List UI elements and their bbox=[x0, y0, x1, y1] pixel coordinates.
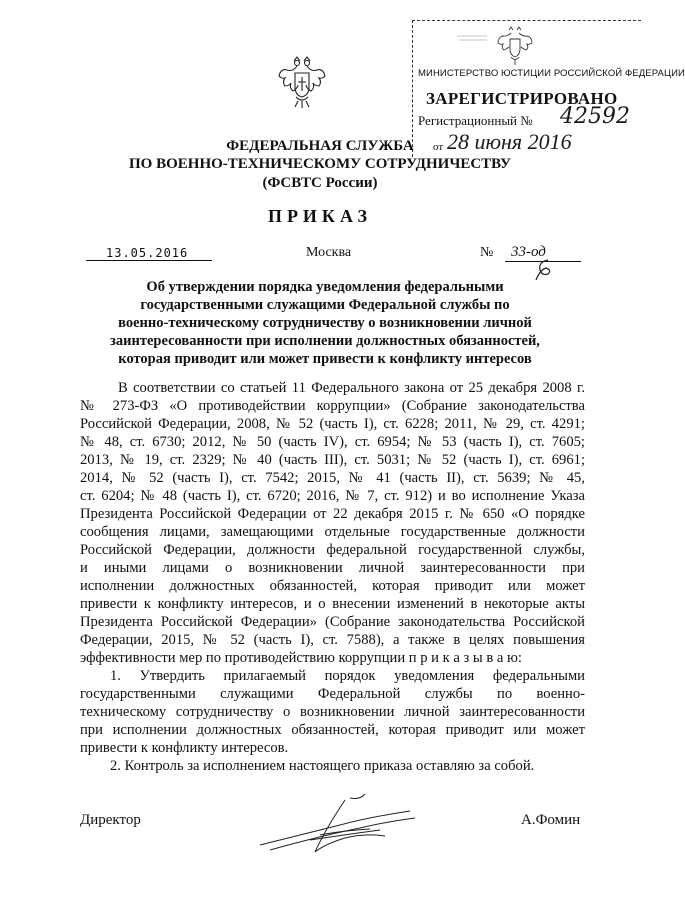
body-line: исполнении должностных обязанностей, которая приводит или может bbox=[80, 578, 585, 594]
coat-of-arms-emblem bbox=[278, 55, 326, 111]
body-line: 2014, № 52 (часть I), ст. 7542; 2015, № 41 (часть II), ст. 5639; № 45, bbox=[80, 470, 585, 486]
signer-name: А.Фомин bbox=[521, 812, 581, 828]
order-number-label: № bbox=[480, 245, 494, 260]
body-line: № 48, ст. 6730; 2012, № 50 (часть IV), ст. 6954; № 53 (часть I), ст. 7605; bbox=[80, 434, 585, 450]
stamp-date-prefix: от bbox=[433, 141, 444, 153]
stamp-regno-handwritten: 42592 bbox=[560, 104, 630, 129]
stamp-date-handwritten: 28 июня 2016 bbox=[447, 129, 572, 154]
org-name-line-1: ФЕДЕРАЛЬНАЯ СЛУЖБА bbox=[226, 138, 414, 154]
body-line: привести к конфликту интересов, и о внесении изменений в некоторые акты bbox=[80, 596, 585, 612]
body-line: Федерации, 2015, № 52 (часть I), ст. 7588), а также в целях повышения bbox=[80, 632, 585, 648]
body-line: при исполнении должностных обязанностей, которая приводит или может bbox=[80, 722, 585, 738]
subject-line: которая приводит или может привести к конфликту интересов bbox=[118, 351, 532, 367]
signer-title: Директор bbox=[80, 812, 141, 828]
body-line: ст. 6204; № 48 (часть I), ст. 6720; 2016, № 7, ст. 912) и во исполнение Указа bbox=[80, 488, 585, 504]
body-line: 1. Утвердить прилагаемый порядок уведомления федеральными bbox=[110, 668, 585, 684]
subject-line: Об утверждении порядка уведомления федеральными bbox=[146, 279, 504, 295]
body-line: № 273-ФЗ «О противодействии коррупции» (Собрание законодательства bbox=[80, 398, 585, 414]
subject-line: заинтересованности при исполнении должностных обязанностей, bbox=[110, 333, 540, 349]
body-line: сообщения лицами, замещающими отдельные государственные должности bbox=[80, 524, 585, 540]
stamp-emblem-icon bbox=[497, 26, 533, 66]
body-line: Российской Федерации, должности федеральной государственной службы, bbox=[80, 542, 585, 558]
body-line: привести к конфликту интересов. bbox=[80, 740, 289, 756]
handwritten-signature bbox=[250, 790, 430, 860]
body-line: Российской Федерации, 2008, № 52 (часть I), ст. 6228; 2011, № 29, ст. 4291; bbox=[80, 416, 585, 432]
body-line: 2. Контроль за исполнением настоящего приказа оставляю за собой. bbox=[110, 758, 535, 774]
body-line: и иными лицами о возникновении личной заинтересованности при bbox=[80, 560, 585, 576]
order-date: 13.05.2016 bbox=[86, 246, 212, 261]
subject-line: военно-техническому сотрудничеству о возникновении личной bbox=[118, 315, 532, 331]
body-line: эффективности мер по противодействию коррупции п р и к а з ы в а ю: bbox=[80, 650, 522, 666]
org-short-name: (ФСВТС России) bbox=[262, 175, 378, 191]
body-line: 2013, № 19, ст. 2329; № 40 (часть III), ст. 5031; № 52 (часть I), ст. 6961; bbox=[80, 452, 585, 468]
body-line: В соответствии со статьей 11 Федерального закона от 25 декабря 2008 г. bbox=[118, 380, 585, 396]
org-name-line-2: ПО ВОЕННО-ТЕХНИЧЕСКОМУ СОТРУДНИЧЕСТВУ bbox=[129, 156, 511, 172]
body-line: техническому сотрудничеству о возникновении личной заинтересованности bbox=[80, 704, 585, 720]
stamp-regno-label: Регистрационный № bbox=[418, 113, 533, 128]
stamp-ministry-name: МИНИСТЕРСТВО ЮСТИЦИИ РОССИЙСКОЙ ФЕДЕРАЦИИ bbox=[418, 68, 685, 79]
order-city: Москва bbox=[306, 245, 352, 260]
body-line: Президента Российской Федерации от 22 декабря 2015 г. № 650 «О порядке bbox=[80, 506, 585, 522]
order-number: 33-од bbox=[505, 244, 581, 262]
stamp-status: ЗАРЕГИСТРИРОВАНО bbox=[426, 89, 618, 108]
document-type-title: ПРИКАЗ bbox=[267, 206, 373, 226]
subject-line: государственными служащими Федеральной службы по bbox=[140, 297, 510, 313]
body-line: государственными служащими Федеральной службы по военно- bbox=[80, 686, 585, 702]
body-line: Президента Российской Федерации» (Собрание законодательства Российской bbox=[80, 614, 585, 630]
